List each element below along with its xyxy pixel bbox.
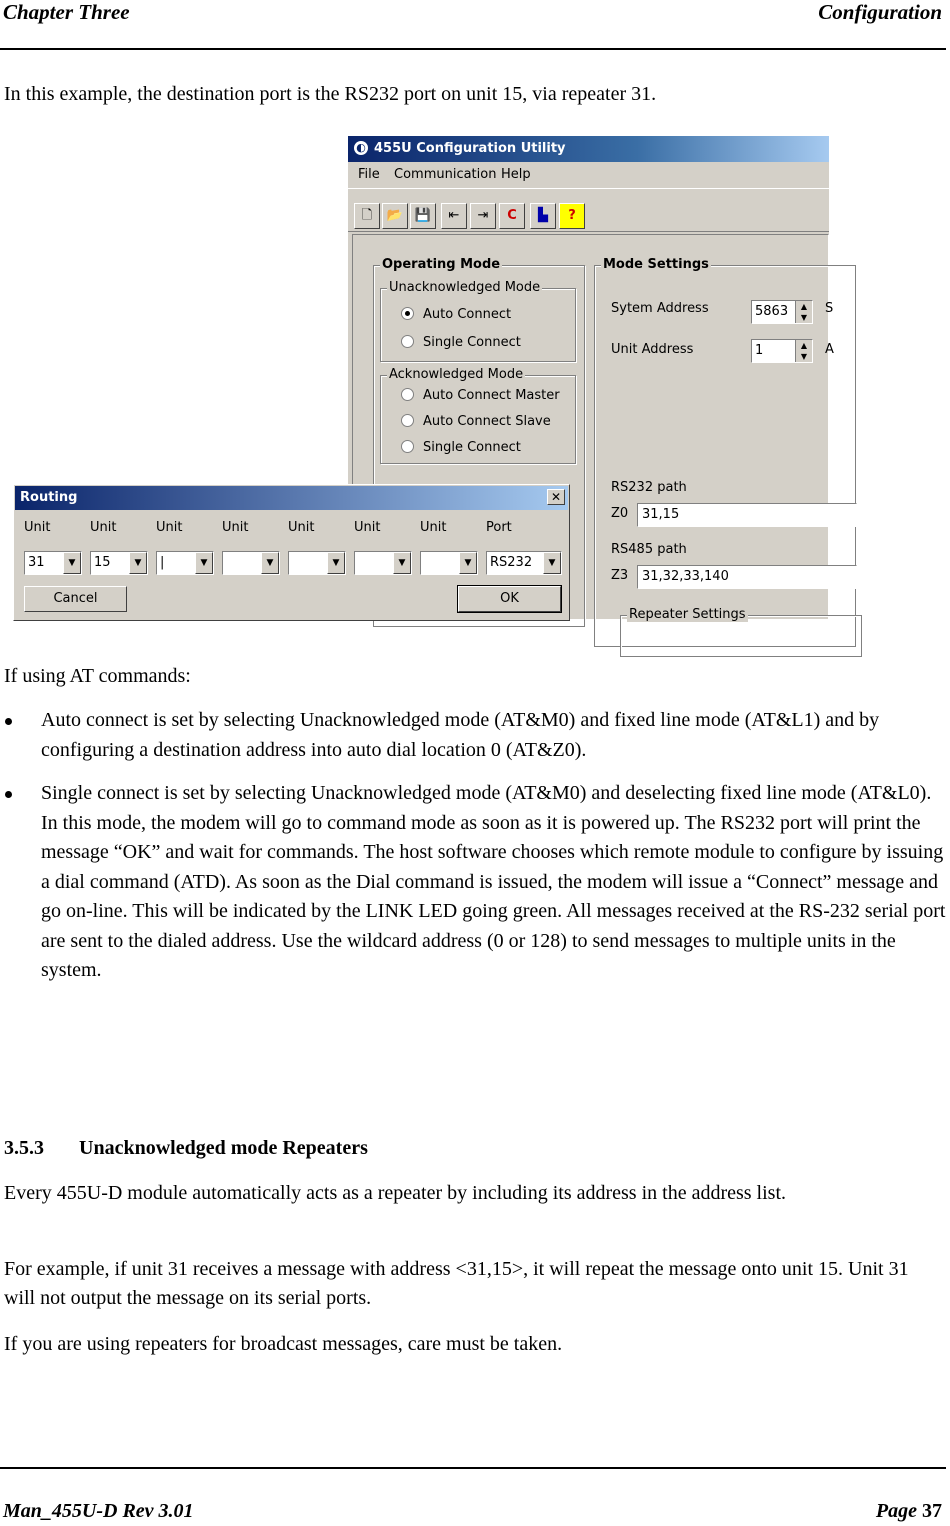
route-header-port: Port (486, 520, 512, 535)
rs485-path-value: 31,32,33,140 (642, 569, 729, 584)
chapter-title: Chapter Three (3, 0, 130, 24)
radio-icon (401, 388, 414, 401)
chevron-down-icon[interactable]: ▼ (63, 552, 81, 574)
route-header-2: Unit (90, 520, 117, 535)
route-header-7: Unit (420, 520, 447, 535)
rs232-path-input[interactable] (637, 503, 857, 527)
route-value: 31 (28, 555, 45, 570)
chart-icon[interactable]: ▙ (530, 203, 556, 229)
radio-ack-master[interactable] (401, 388, 560, 403)
route-value: RS232 (490, 555, 533, 570)
bullet-icon (5, 718, 12, 725)
page-number-value: 37 (922, 1500, 942, 1522)
help-icon[interactable]: ? (559, 203, 585, 229)
route-unit-3-select[interactable] (156, 551, 214, 575)
cut-label-a: A (825, 342, 834, 357)
route-unit-5-select[interactable] (288, 551, 346, 575)
route-unit-1-select[interactable] (24, 551, 82, 575)
radio-ack-slave[interactable] (401, 414, 551, 429)
ack-mode-group (380, 367, 576, 464)
intro-paragraph: In this example, the destination port is the RS232 port on unit 15, via repeater 31. (4, 83, 657, 105)
operating-mode-label: Operating Mode (382, 257, 501, 272)
connect-icon[interactable]: C (499, 203, 525, 229)
route-unit-7-select[interactable] (420, 551, 478, 575)
route-header-3: Unit (156, 520, 183, 535)
footer-rule (0, 1467, 946, 1469)
ack-mode-label: Acknowledged Mode (389, 367, 524, 382)
z3-label: Z3 (611, 568, 629, 583)
header-rule (0, 48, 946, 50)
open-icon[interactable]: 📂 (382, 203, 408, 229)
radio-label: Auto Connect (423, 307, 512, 322)
page-label: Page (875, 1500, 917, 1522)
menu-bar (348, 163, 829, 185)
routing-title: Routing (20, 490, 78, 505)
page-number (876, 1500, 942, 1523)
section-paragraph: For example, if unit 31 receives a message with address <31,15>, it will repeat the message onto unit 15. Unit 31 will not output the message on its serial ports. (4, 1258, 909, 1309)
routing-dialog (13, 484, 570, 621)
mode-settings-label: Mode Settings (603, 257, 709, 272)
unit-address-label: Unit Address (611, 342, 694, 357)
unit-address-spinner[interactable] (751, 339, 813, 363)
window-titlebar (348, 136, 829, 162)
spin-arrows-icon[interactable]: ▲ ▼ (795, 340, 812, 362)
radio-icon (401, 335, 414, 348)
save-icon[interactable]: 💾 (410, 203, 436, 229)
section-heading-title: Unacknowledged mode Repeaters (79, 1137, 368, 1159)
route-header-5: Unit (288, 520, 315, 535)
z0-label: Z0 (611, 506, 629, 521)
at-commands-intro: If using AT commands: (4, 665, 191, 687)
route-unit-4-select[interactable] (222, 551, 280, 575)
unack-mode-group (380, 280, 576, 362)
section-paragraph: Every 455U-D module automatically acts as a repeater by including its address in the address list. (4, 1182, 787, 1204)
radio-icon (401, 440, 414, 453)
system-address-spinner[interactable] (751, 300, 813, 324)
list-item (0, 779, 950, 986)
new-icon[interactable]: 🗋 (354, 203, 380, 229)
radio-label: Single Connect (423, 335, 521, 350)
chevron-down-icon[interactable]: ▼ (195, 552, 213, 574)
radio-selected-icon (401, 307, 414, 320)
chevron-down-icon[interactable]: ▼ (261, 552, 279, 574)
chevron-down-icon[interactable]: ▼ (459, 552, 477, 574)
radio-unack-auto-connect[interactable] (401, 307, 511, 322)
unit-address-value: 1 (755, 343, 764, 358)
section-title: Configuration (818, 0, 942, 24)
chevron-down-icon[interactable]: ▼ (327, 552, 345, 574)
radio-ack-single[interactable] (401, 440, 521, 455)
radio-label: Auto Connect Master (423, 388, 560, 403)
rs232-path-label: RS232 path (611, 480, 687, 495)
cut-label-s: S (825, 301, 834, 316)
app-icon: ◐ (354, 141, 368, 155)
list-item (0, 706, 950, 765)
list-item-text: Single connect is set by selecting Unacknowledged mode (AT&M0) and deselecting fixed line mode (AT&L0). In this mode, the modem will go to command mode as soon as it is powered up. The RS232 port will print the message “OK” and wait for commands. The host software chooses which remote module to configure by issuing a dial command (ATD). As soon as the Dial command is issued, the modem will issue a “Connect” message and go on-line. This will be indicated by the LINK LED going green. All messages received at the RS-232 serial port are sent to the dialed address. Use the wildcard address (0 or 128) to send messages to multiple units in the system. (41, 782, 946, 981)
section-number: 3.5.3 (4, 1137, 44, 1159)
unack-mode-label: Unacknowledged Mode (389, 280, 541, 295)
chevron-down-icon[interactable]: ▼ (543, 552, 561, 574)
system-address-label: Sytem Address (611, 301, 709, 316)
route-unit-6-select[interactable] (354, 551, 412, 575)
menu-file[interactable]: File (358, 167, 380, 182)
upload-icon[interactable]: ⇤ (441, 203, 467, 229)
system-address-value: 5863 (755, 304, 789, 319)
rs485-path-label: RS485 path (611, 542, 687, 557)
repeater-settings-group (620, 607, 862, 657)
route-header-1: Unit (24, 520, 51, 535)
chevron-down-icon[interactable]: ▼ (393, 552, 411, 574)
spin-arrows-icon[interactable]: ▲ ▼ (795, 301, 812, 323)
bullet-icon (5, 791, 12, 798)
route-header-6: Unit (354, 520, 381, 535)
radio-icon (401, 414, 414, 427)
radio-label: Auto Connect Slave (423, 414, 551, 429)
route-value: 15 (94, 555, 111, 570)
rs232-path-value: 31,15 (642, 507, 680, 522)
radio-label: Single Connect (423, 440, 521, 455)
route-port-select[interactable] (486, 551, 562, 575)
chevron-down-icon[interactable]: ▼ (129, 552, 147, 574)
rs485-path-input[interactable] (637, 565, 857, 589)
section-heading (4, 1137, 368, 1160)
radio-unack-single-connect[interactable] (401, 335, 521, 350)
menu-communication[interactable]: Communication (394, 167, 497, 182)
mode-settings-group (594, 257, 856, 647)
toolbar (348, 188, 829, 232)
document-id: Man_455U-D Rev 3.01 (3, 1500, 194, 1522)
window-title: 455U Configuration Utility (374, 141, 566, 156)
ok-button[interactable]: OK (458, 586, 561, 612)
download-icon[interactable]: ⇥ (470, 203, 496, 229)
cancel-button[interactable]: Cancel (24, 586, 127, 612)
repeater-settings-label: Repeater Settings (629, 607, 746, 622)
menu-help[interactable]: Help (501, 167, 531, 182)
route-unit-2-select[interactable] (90, 551, 148, 575)
bullet-list (0, 706, 950, 1000)
routing-titlebar (15, 486, 568, 510)
close-icon[interactable]: ✕ (547, 489, 565, 505)
route-header-4: Unit (222, 520, 249, 535)
route-value: | (160, 555, 165, 570)
section-paragraph: If you are using repeaters for broadcast messages, care must be taken. (4, 1333, 563, 1355)
list-item-text: Auto connect is set by selecting Unacknowledged mode (AT&M0) and fixed line mode (AT&L1) and by configuring a destination address into auto dial location 0 (AT&Z0). (41, 709, 880, 761)
